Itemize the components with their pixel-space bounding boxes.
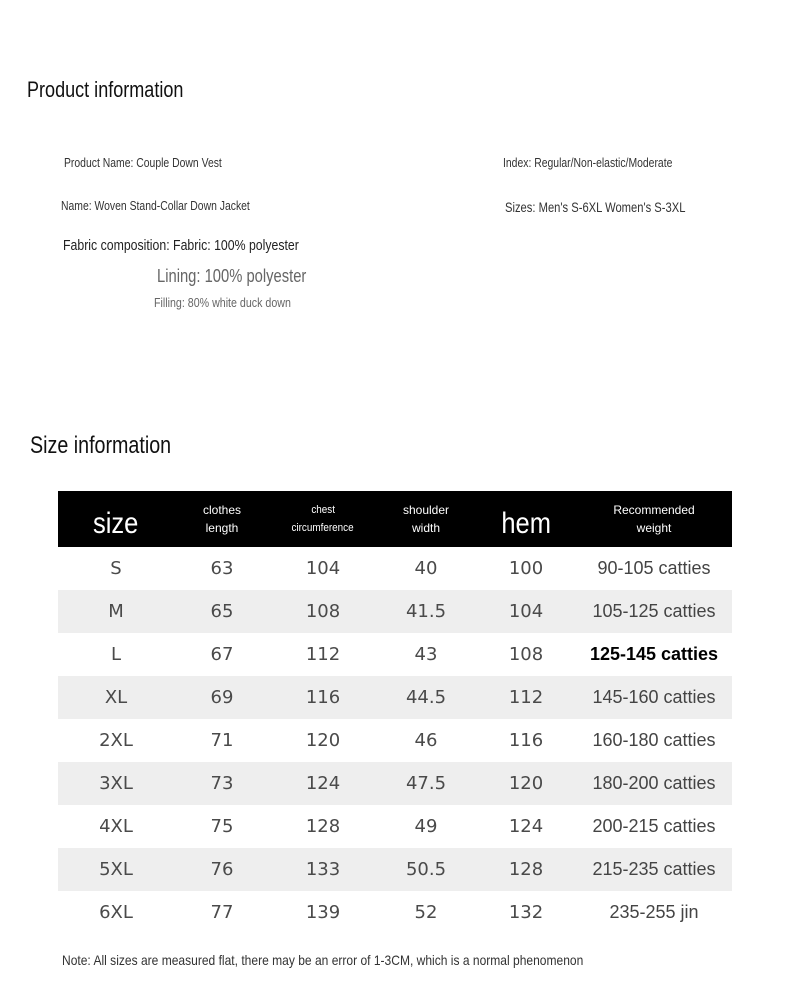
name-line: [61, 198, 297, 213]
cell-weight: 215-235 catties: [576, 848, 732, 891]
size-chart-header-row: [58, 491, 732, 547]
cell-shoulder: 40: [414, 558, 438, 579]
name-text: Name: Woven Stand-Collar Down Jacket: [61, 198, 250, 213]
cell-clothes-length: 67: [210, 644, 234, 665]
cell-hem: 108: [508, 644, 544, 665]
cell-clothes-length: 71: [210, 730, 234, 751]
cell-weight: 125-145 catties: [589, 644, 719, 664]
col-header-shoulder-width: shoulder width: [376, 491, 476, 547]
table-row: [58, 676, 732, 719]
measurement-note: [62, 952, 668, 968]
cell-clothes-length: 73: [174, 762, 270, 805]
cell-clothes-length: 75: [210, 816, 234, 837]
cell-shoulder: 50.5: [376, 848, 476, 891]
cell-chest: 108: [270, 590, 376, 633]
cell-shoulder: 44.5: [376, 676, 476, 719]
fabric-composition-line: [63, 237, 351, 254]
cell-size: 3XL: [58, 762, 174, 805]
cell-shoulder: 43: [414, 644, 438, 665]
cell-clothes-length: 76: [174, 848, 270, 891]
cell-weight: 200-215 catties: [592, 816, 716, 836]
cell-chest: 128: [305, 816, 341, 837]
cell-hem: 128: [476, 848, 576, 891]
table-row: [58, 547, 732, 590]
cell-chest: 104: [305, 558, 341, 579]
cell-weight: 90-105 catties: [597, 558, 711, 578]
col-header-chest-circumference: chest circumference: [270, 491, 376, 547]
table-row: [58, 633, 732, 676]
lining-line: [157, 266, 339, 287]
product-name-text: Product Name: Couple Down Vest: [64, 155, 222, 170]
cell-clothes-length: 63: [210, 558, 234, 579]
filling-line: [154, 295, 321, 310]
product-info-heading-text: Product information: [27, 77, 184, 102]
col-header-size: size: [58, 491, 174, 547]
sizes-text: Sizes: Men's S-6XL Women's S-3XL: [505, 199, 686, 215]
cell-size: 4XL: [99, 816, 133, 837]
fabric-composition-text: Fabric composition: Fabric: 100% polyester: [63, 237, 299, 254]
cell-clothes-length: 77: [210, 902, 234, 923]
product-name-line: [64, 155, 261, 170]
table-row: [58, 805, 732, 848]
index-line: [503, 155, 715, 170]
cell-shoulder: 46: [414, 730, 438, 751]
col-header-recommended-weight: Recommended weight: [576, 491, 732, 547]
index-text: Index: Regular/Non-elastic/Moderate: [503, 155, 673, 170]
filling-text: Filling: 80% white duck down: [154, 295, 291, 310]
cell-shoulder: 49: [414, 816, 438, 837]
size-chart-body: [58, 547, 732, 934]
cell-shoulder: 41.5: [376, 590, 476, 633]
cell-size: 5XL: [58, 848, 174, 891]
cell-chest: 124: [270, 762, 376, 805]
cell-size: M: [58, 590, 174, 633]
cell-clothes-length: 65: [174, 590, 270, 633]
cell-weight: 160-180 catties: [592, 730, 716, 750]
cell-hem: 100: [508, 558, 544, 579]
col-header-clothes-length: clothes length: [174, 491, 270, 547]
cell-hem: 120: [476, 762, 576, 805]
col-header-hem: hem: [476, 491, 576, 547]
cell-weight: 180-200 catties: [576, 762, 732, 805]
sizes-line: [505, 199, 731, 215]
cell-weight: 235-255 jin: [609, 902, 699, 922]
cell-shoulder: 47.5: [376, 762, 476, 805]
cell-chest: 116: [270, 676, 376, 719]
table-row: [58, 891, 732, 934]
cell-chest: 112: [305, 644, 341, 665]
cell-hem: 104: [476, 590, 576, 633]
cell-size: XL: [58, 676, 174, 719]
size-chart-table: [58, 491, 732, 934]
table-row: [58, 848, 732, 891]
cell-size: 2XL: [99, 730, 133, 751]
size-info-heading: [30, 432, 202, 460]
cell-size: S: [110, 558, 122, 579]
table-row: [58, 762, 732, 805]
cell-size: 6XL: [99, 902, 133, 923]
product-info-heading: [27, 77, 218, 103]
measurement-note-text: Note: All sizes are measured flat, there may be an error of 1-3CM, which is a normal phenomenon: [62, 952, 584, 968]
cell-chest: 133: [270, 848, 376, 891]
cell-size: L: [110, 644, 122, 665]
cell-clothes-length: 69: [174, 676, 270, 719]
cell-hem: 116: [508, 730, 544, 751]
table-row: [58, 590, 732, 633]
lining-text: Lining: 100% polyester: [157, 266, 307, 286]
cell-hem: 124: [508, 816, 544, 837]
cell-chest: 120: [305, 730, 341, 751]
cell-weight: 145-160 catties: [576, 676, 732, 719]
cell-hem: 132: [508, 902, 544, 923]
cell-weight: 105-125 catties: [576, 590, 732, 633]
cell-chest: 139: [305, 902, 341, 923]
table-row: [58, 719, 732, 762]
cell-shoulder: 52: [414, 902, 438, 923]
cell-hem: 112: [476, 676, 576, 719]
size-info-heading-text: Size information: [30, 432, 172, 459]
